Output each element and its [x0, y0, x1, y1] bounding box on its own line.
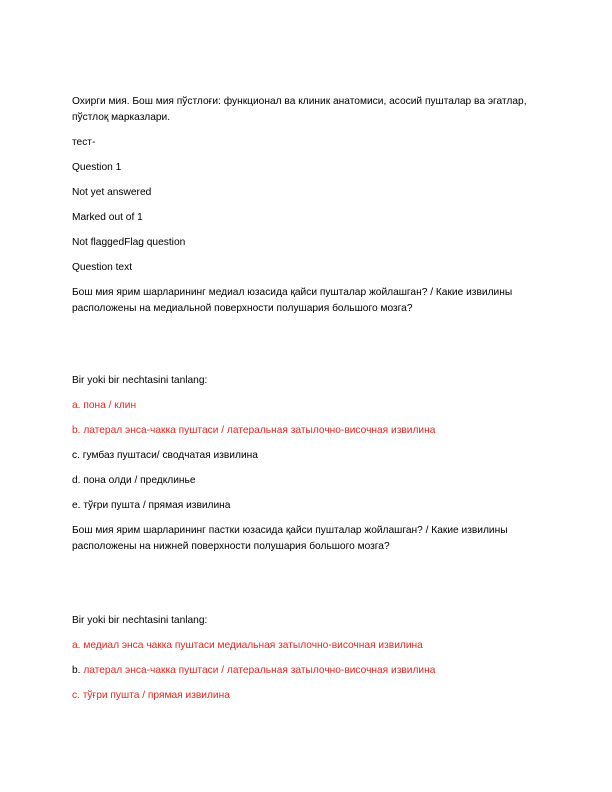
document-title: Охирги мия. Бош мия пўстлоғи: функционал ва клиник анатомиси, асосий пушталар ва эгатлар, пўстлоқ марказлари. — [72, 96, 527, 123]
q1-option-a: a. пона / клин — [72, 400, 137, 411]
question-number: Question 1 — [72, 162, 122, 173]
question-text-label: Question text — [72, 262, 133, 273]
q2-option-c-text: c. тўғри пушта / прямая извилина — [72, 690, 230, 701]
question-marks: Marked out of 1 — [72, 212, 143, 223]
question-flag: Not flaggedFlag question — [72, 237, 186, 248]
q1-option-c: c. гумбаз пуштаси/ сводчатая извилина — [72, 450, 258, 461]
q2-option-b — [72, 663, 540, 679]
q1-option-d: d. пона олди / предклинье — [72, 475, 196, 486]
test-label: тест- — [72, 137, 96, 148]
question-1-text: Бош мия ярим шарларининг медиал юзасида қайси пушталар жойлашган? / Какие извилины расположены на медиальной поверхности полушария большого мозга? — [72, 287, 513, 314]
question-2-prompt: Bir yoki bir nechtasini tanlang: — [72, 615, 208, 626]
q2-option-c — [72, 688, 540, 704]
question-1-prompt: Bir yoki bir nechtasini tanlang: — [72, 375, 208, 386]
question-2-text: Бош мия ярим шарларининг пастки юзасида қайси пушталар жойлашган? / Какие извилины расположены на нижней поверхности полушария большого мозга? — [72, 525, 508, 552]
q2-option-a-text: a. медиал энса чакка пуштаси медиальная затылочно-височная извилина — [72, 640, 423, 651]
q1-option-e: e. тўғри пушта / прямая извилина — [72, 500, 231, 511]
q2-option-b-prefix: b. — [72, 665, 84, 676]
q2-option-a — [72, 638, 540, 654]
q2-option-b-text: латерал энса-чакка пуштаси / латеральная затылочно-височная извилина — [83, 665, 436, 676]
q1-option-b: b. латерал энса-чакка пуштаси / латеральная затылочно-височная извилина — [72, 425, 436, 436]
question-state: Not yet answered — [72, 187, 152, 198]
